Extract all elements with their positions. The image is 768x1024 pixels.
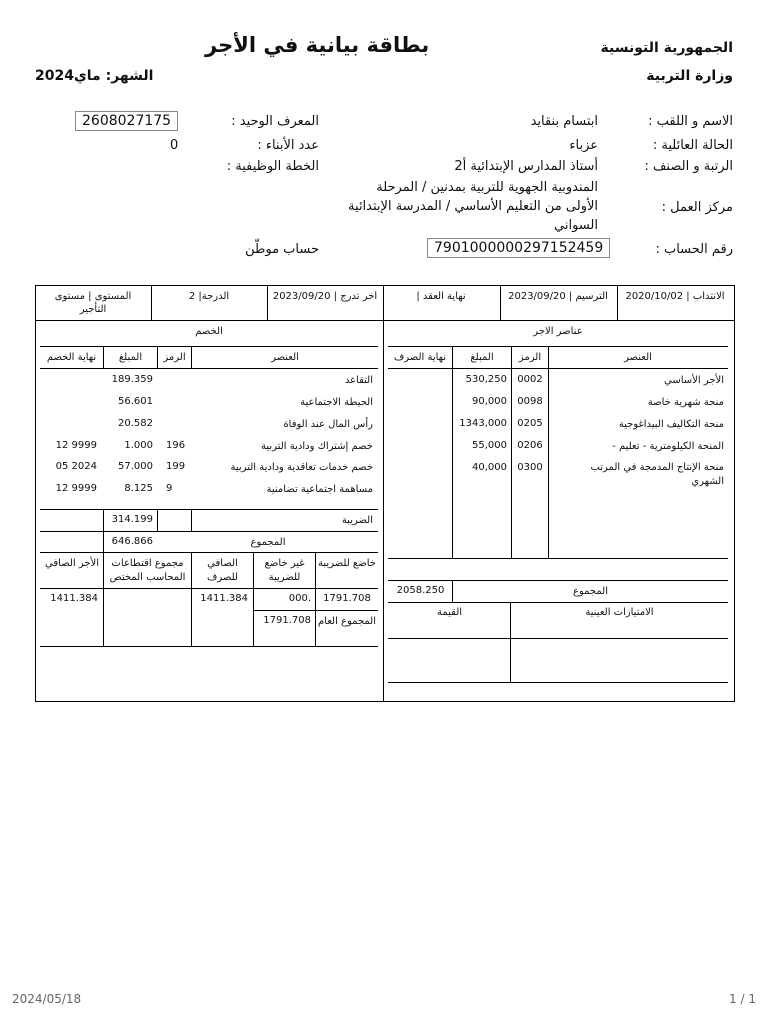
career-last-step: اخر تدرج | 2023/09/20 — [272, 291, 378, 302]
earnings-row-1-element: الأجر الأساسي — [664, 375, 724, 386]
earnings-row-2-code: 0098 — [517, 396, 543, 407]
career-start: الانتداب | 2020/10/02 — [625, 291, 725, 302]
deductions-row-4-end: 12 9999 — [55, 440, 97, 451]
deductions-row-2-element: الحيطة الاجتماعية — [300, 397, 373, 408]
earnings-row-5-amount: 40,000 — [472, 462, 507, 473]
earnings-row-5-element-2: الشهري — [691, 476, 724, 487]
earnings-row-3-element: منحة التكاليف البيداغوجية — [618, 419, 724, 430]
earnings-row-3-amount: 1343,000 — [459, 418, 507, 429]
net-salary-amount: 1411.384 — [50, 593, 98, 604]
general-total-amount: 1791.708 — [263, 615, 311, 626]
month-label: الشهر: ماي2024 — [35, 68, 154, 84]
plan-label: الخطة الوظيفية : — [226, 159, 319, 174]
deductions-row-6-amount: 8.125 — [124, 483, 153, 494]
earnings-row-3-code: 0205 — [517, 418, 543, 429]
accountant-deductions-label: مجموع اقتطاعات المحاسب المختص — [109, 558, 186, 583]
earnings-header-end: نهاية الصرف — [393, 352, 447, 363]
earnings-row-1-amount: 530,250 — [465, 374, 507, 385]
deductions-row-5-code: 199 — [166, 461, 186, 472]
earnings-row-2-element: منحة شهرية خاصة — [647, 397, 724, 408]
deductions-header-element: العنصر — [271, 352, 299, 363]
page-title: بطاقة بيانية في الأجر — [205, 33, 430, 57]
account-label: رقم الحساب : — [655, 242, 733, 257]
footer-page-number: 1 / 1 — [729, 992, 756, 1006]
earnings-total: 2058.250 — [396, 585, 445, 596]
deductions-total: 646.866 — [111, 536, 153, 547]
deductions-row-4-element: خصم إشتراك ودادية التربية — [261, 441, 373, 452]
workplace-line-1: المندوبية الجهوية للتربية بمدنين / المرحلة — [376, 180, 598, 195]
deductions-row-6-element: مساهمة اجتماعية تضامنية — [266, 484, 373, 495]
in-kind-label: الامتيازات العينية — [585, 607, 654, 618]
net-salary-label: الأجر الصافي — [44, 558, 100, 569]
deductions-header-code: الرمز — [163, 352, 186, 363]
citizen-account-label: حساب موطّن — [245, 242, 319, 257]
deductions-row-4-code: 196 — [166, 440, 186, 451]
earnings-row-4-element: المنحة الكيلومترية - تعليم - — [612, 441, 724, 452]
marital-label: الحالة العائلية : — [652, 138, 733, 153]
id-label: المعرف الوحيد : — [231, 114, 319, 129]
earnings-row-1-code: 0002 — [517, 374, 543, 385]
career-grade: الدرجة| 2 — [188, 291, 230, 302]
footer-date: 2024/05/18 — [12, 992, 82, 1006]
earnings-title: عناصر الاجر — [533, 326, 583, 337]
children-label: عدد الأبناء : — [257, 138, 319, 153]
career-level-1: المستوى | مستوى — [54, 291, 132, 302]
account-number: 7901000000297152459 — [427, 238, 610, 258]
net-disbursement-label: الصافي للصرف — [207, 558, 238, 583]
workplace-line-2: الأولى من التعليم الأساسي / المدرسة الإبتدائية — [348, 199, 598, 214]
earnings-total-label: المجموع — [573, 586, 608, 597]
deductions-row-2-amount: 56.601 — [118, 396, 153, 407]
career-contract-end: نهاية العقد | — [416, 291, 466, 302]
non-taxable-amount: 000. — [288, 593, 311, 604]
rank-label: الرتبة و الصنف : — [644, 159, 733, 174]
deductions-row-5-end: 05 2024 — [55, 461, 97, 472]
earnings-row-2-amount: 90,000 — [472, 396, 507, 407]
deductions-row-1-element: التقاعد — [344, 375, 373, 386]
earnings-header-code: الرمز — [518, 352, 542, 363]
career-level-2: التأجير — [79, 304, 107, 315]
rank-value: أستاذ المدارس الإبتدائية أ2 — [454, 159, 598, 174]
deductions-row-6-end: 12 9999 — [55, 483, 97, 494]
marital-value: عزباء — [569, 138, 598, 153]
earnings-row-4-code: 0206 — [517, 440, 543, 451]
general-total-label: المجموع العام — [317, 616, 377, 627]
republic-label: الجمهورية التونسية — [600, 40, 733, 56]
deductions-header-end: نهاية الخصم — [46, 352, 97, 363]
deductions-total-label: المجموع — [250, 537, 286, 548]
deductions-row-6-code: 9 — [166, 483, 173, 494]
career-tenure: الترسيم | 2023/09/20 — [508, 291, 608, 302]
earnings-row-5-element: منحة الإنتاج المدمجة في المرتب — [590, 462, 724, 473]
workplace-line-3: السواني — [554, 218, 598, 233]
deductions-row-4-amount: 1.000 — [124, 440, 153, 451]
workplace-label: مركز العمل : — [661, 200, 733, 215]
earnings-header-amount: المبلغ — [470, 352, 494, 363]
deductions-row-5-element: خصم خدمات تعاقدية ودادية التربية — [230, 462, 373, 473]
tax-label: الضريبة — [341, 515, 373, 526]
id-number: 2608027175 — [75, 111, 178, 131]
deductions-row-3-element: رأس المال عند الوفاة — [283, 419, 373, 430]
deductions-row-3-amount: 20.582 — [118, 418, 153, 429]
in-kind-value-label: القيمة — [436, 607, 463, 618]
tax-amount: 314.199 — [111, 514, 153, 525]
children-value: 0 — [170, 138, 179, 153]
non-taxable-label: غير خاضع للضريبة — [264, 558, 305, 583]
deductions-row-5-amount: 57.000 — [118, 461, 153, 472]
deductions-row-1-amount: 189.359 — [111, 374, 153, 385]
ministry-label: وزارة التربية — [646, 68, 733, 84]
deductions-header-amount: المبلغ — [118, 352, 143, 363]
deductions-title: الخصم — [195, 326, 223, 337]
earnings-row-4-amount: 55,000 — [472, 440, 507, 451]
taxable-amount: 1791.708 — [323, 593, 371, 604]
earnings-row-5-code: 0300 — [517, 462, 543, 473]
taxable-label: خاضع للضريبة — [318, 558, 376, 569]
name-value: ابتسام بنقايد — [530, 114, 598, 129]
net-disbursement-amount: 1411.384 — [200, 593, 248, 604]
earnings-header-element: العنصر — [624, 352, 652, 363]
name-label: الاسم و اللقب : — [648, 114, 733, 129]
